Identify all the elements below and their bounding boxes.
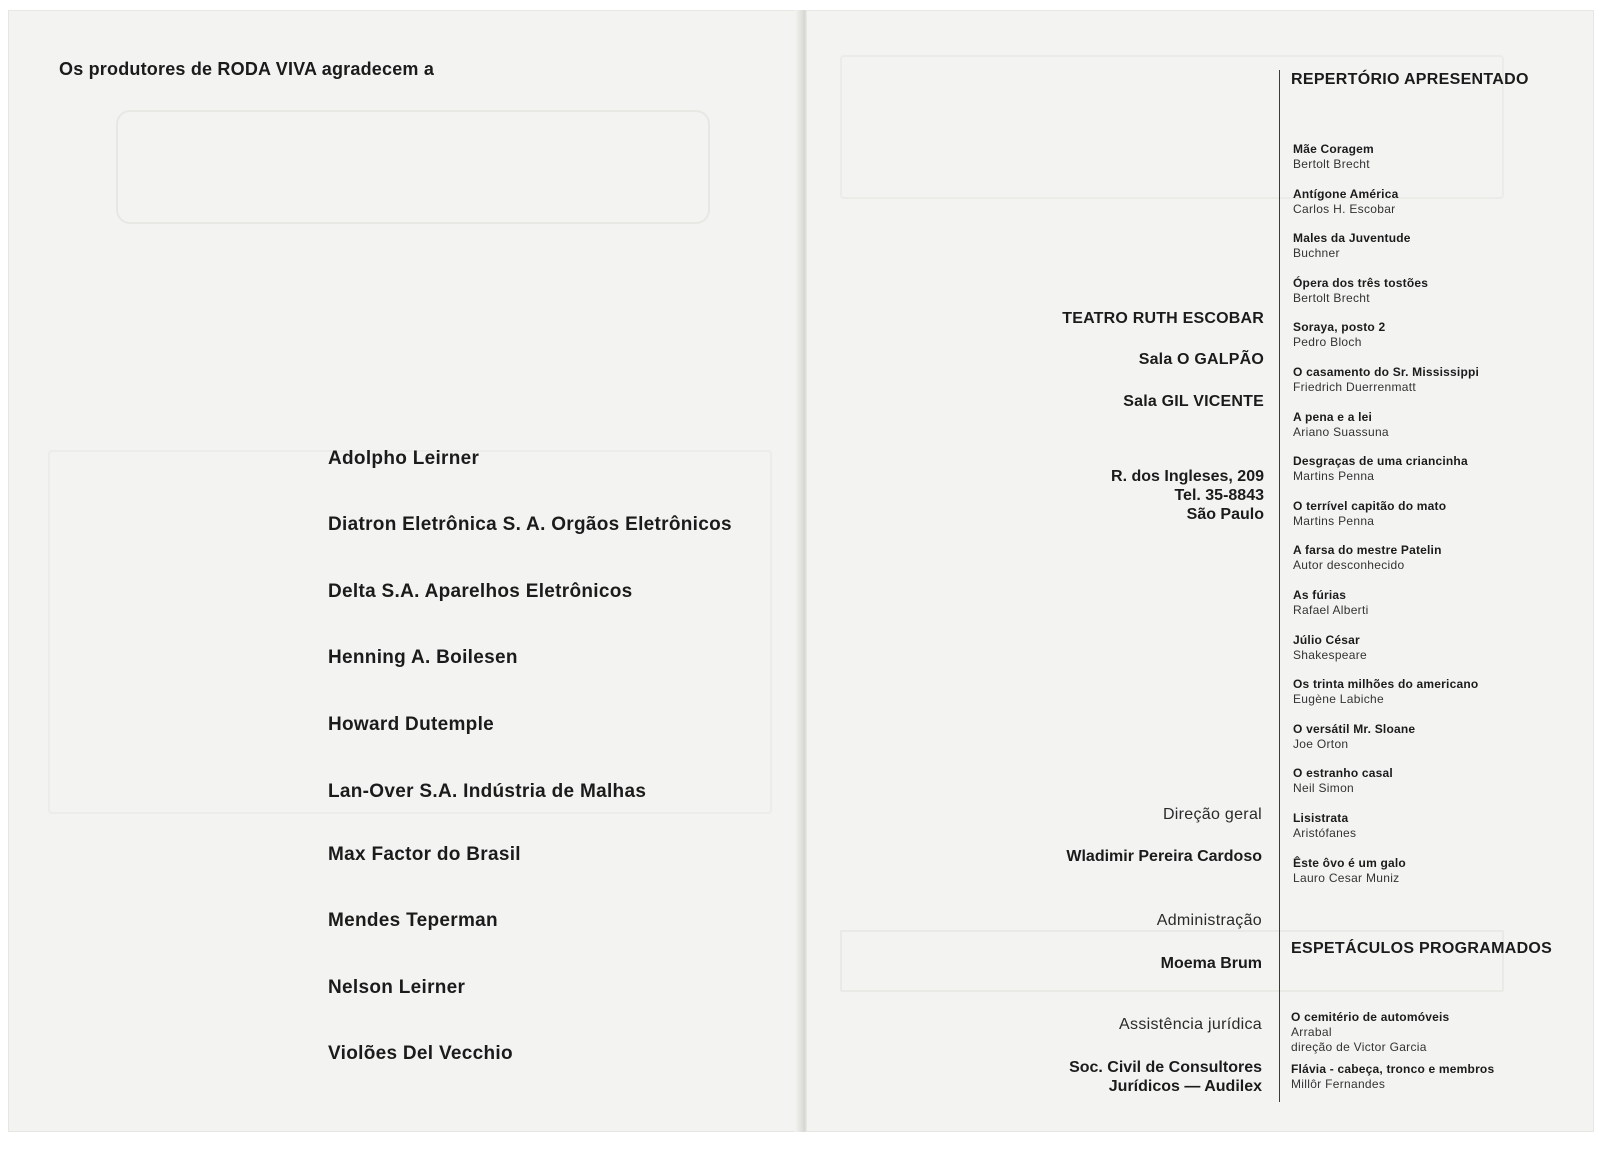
- list-item: [1293, 454, 1479, 499]
- play-title: Males da Juventude: [1293, 231, 1411, 246]
- list-item: [1293, 365, 1479, 410]
- list-item: [1293, 588, 1479, 633]
- play-author: Ariano Suassuna: [1293, 424, 1389, 439]
- address-city: São Paulo: [1186, 506, 1264, 523]
- list-item: [1293, 677, 1479, 722]
- legal-name: [1069, 1058, 1262, 1096]
- play-title: O cemitério de automóveis: [1291, 1010, 1450, 1024]
- play-title: Soraya, posto 2: [1293, 320, 1386, 335]
- programmed-title: ESPETÁCULOS PROGRAMADOS: [1291, 940, 1553, 957]
- thanks-heading: Os produtores de RODA VIVA agradecem a: [59, 59, 435, 79]
- column-divider: [1279, 70, 1280, 1102]
- play-title: Antígone América: [1293, 186, 1399, 201]
- play-title: A pena e a lei: [1293, 409, 1373, 424]
- room-name: Sala GIL VICENTE: [1123, 393, 1264, 410]
- list-item: [1293, 811, 1479, 856]
- play-author: Bertolt Brecht: [1293, 157, 1370, 171]
- list-item: [1293, 410, 1479, 455]
- play-title: O casamento do Sr. Mississippi: [1293, 364, 1480, 379]
- play-author: Bertolt Brecht: [1293, 290, 1370, 305]
- play-author: Joe Orton: [1293, 736, 1349, 751]
- sponsor-item: Mendes Teperman: [328, 910, 498, 931]
- faint-show-through-panel: [48, 450, 772, 814]
- sponsor-item: Max Factor do Brasil: [328, 844, 521, 865]
- play-title: A farsa do mestre Patelin: [1293, 543, 1442, 558]
- left-page: [8, 10, 802, 1132]
- list-item: [1293, 320, 1479, 365]
- list-item: [1293, 499, 1479, 544]
- repertoire-title: REPERTÓRIO APRESENTADO: [1291, 71, 1529, 88]
- theatre-name: TEATRO RUTH ESCOBAR: [1062, 310, 1264, 327]
- sponsor-item: Delta S.A. Aparelhos Eletrônicos: [328, 581, 633, 602]
- play-title: Mãe Coragem: [1293, 142, 1374, 156]
- faint-show-through-logo: [116, 110, 710, 224]
- list-item: [1293, 766, 1479, 811]
- venue-column: [864, 0, 1264, 1158]
- room-name: Sala O GALPÃO: [1138, 351, 1264, 368]
- play-author: Martins Penna: [1293, 469, 1375, 484]
- play-author: Autor desconhecido: [1293, 558, 1405, 573]
- direction-label: Direção geral: [1162, 806, 1262, 823]
- play-author: Millôr Fernandes: [1291, 1077, 1386, 1091]
- play-author: Buchner: [1293, 246, 1340, 261]
- play-author: Rafael Alberti: [1293, 602, 1369, 617]
- legal-name-line: Jurídicos — Audilex: [1108, 1078, 1262, 1095]
- repertoire-list: [1293, 142, 1479, 900]
- play-author: Lauro Cesar Muniz: [1293, 870, 1400, 885]
- play-author: Carlos H. Escobar: [1293, 201, 1396, 216]
- play-title: As fúrias: [1293, 587, 1347, 602]
- list-item: [1293, 543, 1479, 588]
- sponsor-item: Lan-Over S.A. Indústria de Malhas: [328, 781, 647, 802]
- sponsor-item: Henning A. Boilesen: [328, 647, 518, 668]
- play-author: Arrabal: [1291, 1025, 1332, 1039]
- programmed-list: [1291, 1010, 1494, 1099]
- list-item: [1291, 1062, 1494, 1092]
- admin-label: Administração: [1156, 912, 1262, 929]
- venue-address: [1111, 467, 1264, 524]
- sponsor-item: Nelson Leirner: [328, 977, 466, 998]
- play-author: Neil Simon: [1293, 781, 1355, 796]
- list-item: [1293, 856, 1479, 901]
- play-title: O terrível capitão do mato: [1293, 498, 1447, 513]
- play-author: Aristófanes: [1293, 825, 1357, 840]
- direction-name: Wladimir Pereira Cardoso: [1066, 848, 1262, 865]
- play-title: Lisistrata: [1293, 810, 1349, 825]
- admin-name: Moema Brum: [1160, 955, 1262, 972]
- play-author: Martins Penna: [1293, 513, 1375, 528]
- legal-name-line: Soc. Civil de Consultores: [1069, 1059, 1262, 1076]
- list-item: [1293, 187, 1479, 232]
- sponsor-item: Violões Del Vecchio: [328, 1043, 513, 1064]
- address-phone: Tel. 35-8843: [1174, 487, 1264, 504]
- play-director: direção de Victor Garcia: [1291, 1040, 1427, 1054]
- play-author: Friedrich Duerrenmatt: [1293, 379, 1417, 394]
- play-title: O estranho casal: [1293, 766, 1393, 781]
- play-title: Júlio César: [1293, 632, 1360, 647]
- sponsor-item: Howard Dutemple: [328, 714, 495, 735]
- sponsor-item: Diatron Eletrônica S. A. Orgãos Eletrônicos: [328, 514, 732, 535]
- play-author: Eugène Labiche: [1293, 692, 1384, 707]
- legal-label: Assistência jurídica: [1119, 1016, 1262, 1033]
- play-title: Flávia - cabeça, tronco e membros: [1291, 1062, 1495, 1076]
- play-author: Pedro Bloch: [1293, 335, 1362, 350]
- play-author: Shakespeare: [1293, 647, 1368, 662]
- address-street: R. dos Ingleses, 209: [1111, 468, 1264, 485]
- play-title: Êste ôvo é um galo: [1293, 855, 1406, 870]
- list-item: [1293, 231, 1479, 276]
- play-title: O versátil Mr. Sloane: [1293, 721, 1416, 736]
- list-item: [1291, 1010, 1494, 1055]
- play-title: Desgraças de uma criancinha: [1293, 454, 1468, 469]
- list-item: [1293, 142, 1479, 187]
- list-item: [1293, 276, 1479, 321]
- sponsor-item: Adolpho Leirner: [328, 448, 480, 469]
- list-item: [1293, 722, 1479, 767]
- list-item: [1293, 633, 1479, 678]
- play-title: Ópera dos três tostões: [1293, 275, 1429, 290]
- play-title: Os trinta milhões do americano: [1293, 677, 1479, 692]
